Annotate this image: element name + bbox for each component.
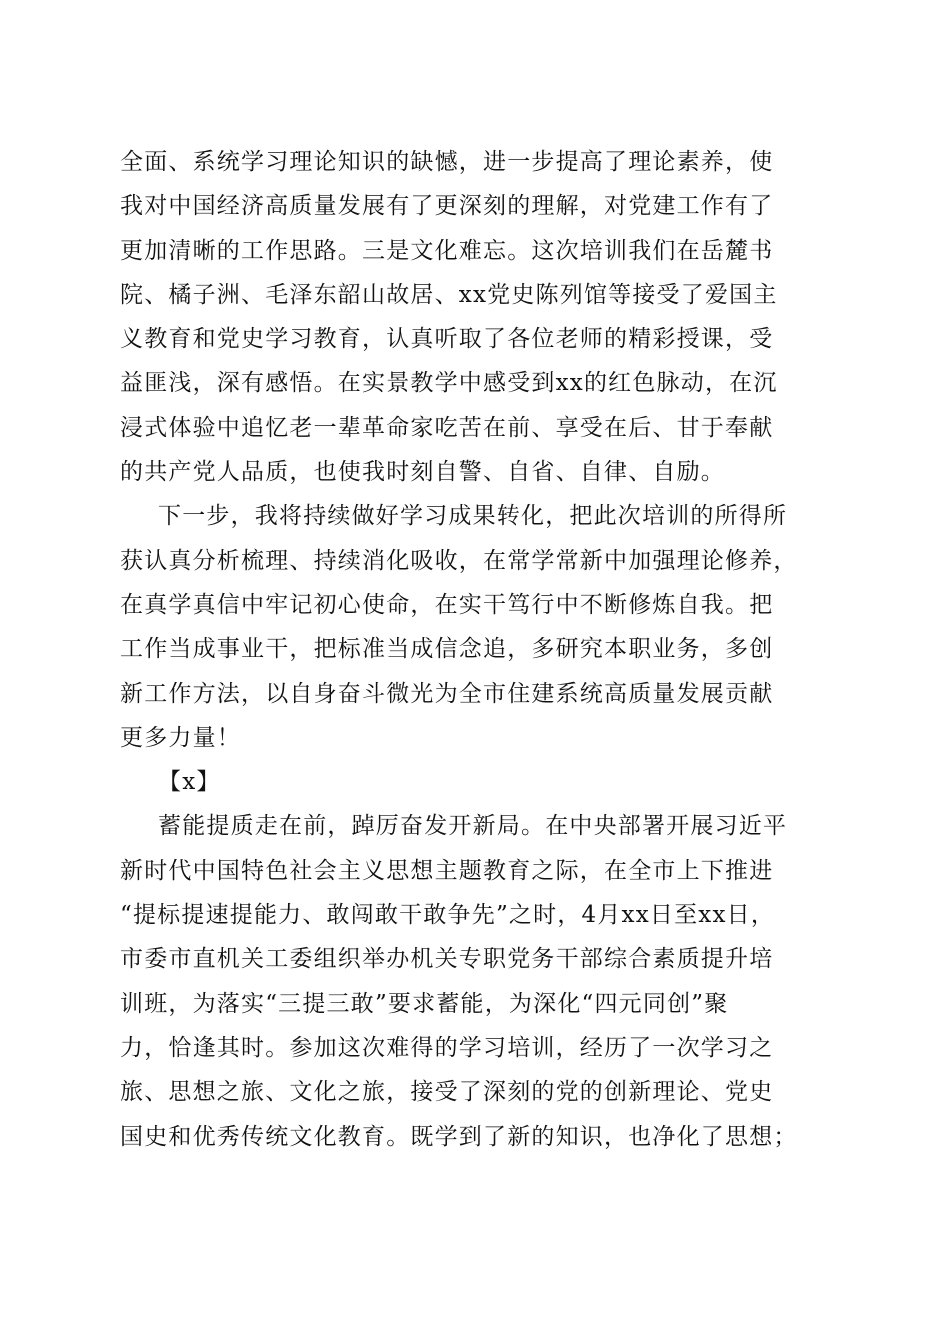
text-line: 工作当成事业干，把标准当成信念追，多研究本职业务，多创 [120, 636, 774, 663]
text-line: “提标提速提能力、敢闯敢干敢争先”之时，4月xx日至xx日， [120, 902, 776, 929]
text-line: 我对中国经济高质量发展有了更深刻的理解，对党建工作有了 [120, 193, 774, 220]
text-line: 全面、系统学习理论知识的缺憾，进一步提高了理论素养，使 [120, 149, 774, 175]
document-body [120, 140, 840, 1159]
text-line: 更多力量！ [120, 724, 241, 751]
paragraph-2 [120, 494, 840, 760]
text-line: 训班，为落实“三提三敢”要求蓄能，为深化“四元同创”聚 [120, 990, 729, 1017]
text-line: 的共产党人品质，也使我时刻自警、自省、自律、自励。 [120, 459, 725, 486]
text-line: 在真学真信中牢记初心使命，在实干笃行中不断修炼自我。把 [120, 591, 774, 618]
section-marker: 【x】 [158, 769, 221, 796]
text-line: 新时代中国特色社会主义思想主题教育之际，在全市上下推进 [120, 857, 774, 884]
text-line: 浸式体验中追忆老一辈革命家吃苦在前、享受在后、甘于奉献 [120, 414, 774, 441]
text-line: 获认真分析梳理、持续消化吸收，在常学常新中加强理论修养， [120, 547, 798, 574]
text-line: 蓄能提质走在前，踔厉奋发开新局。在中央部署开展习近平 [158, 813, 788, 840]
text-line: 市委市直机关工委组织举办机关专职党务干部综合素质提升培 [120, 946, 774, 973]
text-line: 义教育和党史学习教育，认真听取了各位老师的精彩授课，受 [120, 326, 774, 353]
text-line: 新工作方法，以自身奋斗微光为全市住建系统高质量发展贡献 [120, 680, 774, 707]
text-line: 力，恰逢其时。参加这次难得的学习培训，经历了一次学习之 [120, 1034, 774, 1061]
text-line: 旅、思想之旅、文化之旅，接受了深刻的党的创新理论、党史 [120, 1079, 774, 1106]
text-line: 国史和优秀传统文化教育。既学到了新的知识，也净化了思想； [120, 1123, 798, 1150]
section-marker-block [120, 760, 840, 804]
text-line: 更加清晰的工作思路。三是文化难忘。这次培训我们在岳麓书 [120, 237, 774, 264]
text-line: 下一步，我将持续做好学习成果转化，把此次培训的所得所 [158, 503, 788, 530]
paragraph-1 [120, 140, 840, 494]
text-line: 益匪浅，深有感悟。在实景教学中感受到xx的红色脉动，在沉 [120, 370, 778, 397]
text-line: 院、橘子洲、毛泽东韶山故居、xx党史陈列馆等接受了爱国主 [120, 281, 778, 308]
paragraph-3 [120, 804, 840, 1158]
